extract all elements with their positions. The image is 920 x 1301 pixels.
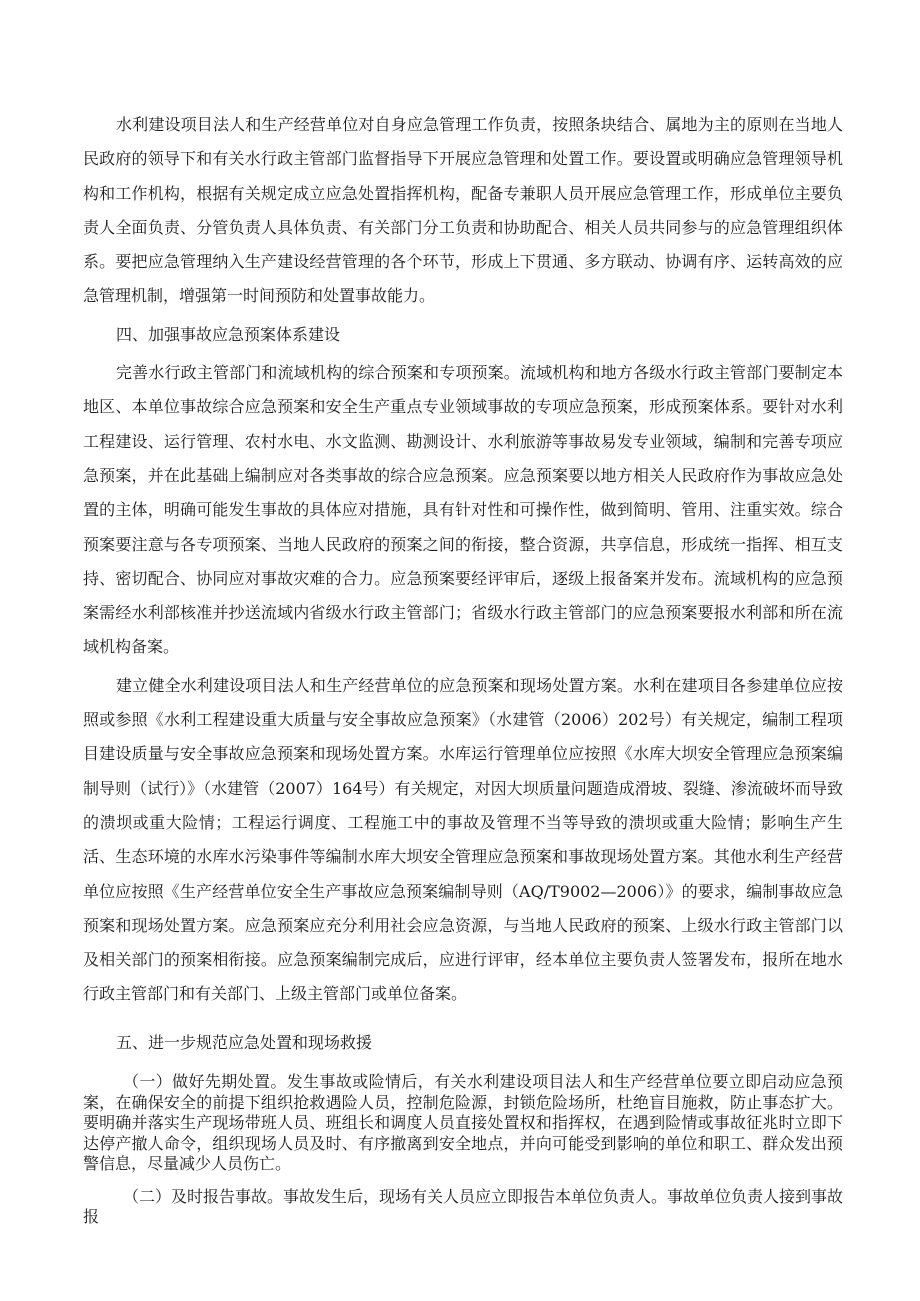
paragraph-plan-system: 完善水行政主管部门和流域机构的综合预案和专项预案。流域机构和地方各级水行政主管部门要制定本地区、本单位事故综合应急预案和安全生产重点专业领域事故的专项应急预案，形成预案体系。要针对水利工程建设、运行管理、农村水电、水文监测、勘测设计、水利旅游等事故易发专业领域，编制和完善专项应急预案，并在此基础上编制应对各类事故的综合应急预案。应急预案要以地方相关人民政府作为事故应急处置的主体，明确可能发生事故的具体应对措施，具有针对性和可操作性，做到简明、管用、注重实效。综合预案要注意与各专项预案、当地人民政府的预案之间的衔接，整合资源，共享信息，形成统一指挥、相互支持、密切配合、协同应对事故灾难的合力。应急预案要经评审后，逐级上报备案并发布。流域机构的应急预案需经水利部核准并抄送流域内省级水行政主管部门；省级水行政主管部门的应急预案要报水利部和所在流域机构备案。 <box>83 363 843 657</box>
paragraph-initial-disposal: （一）做好先期处置。发生事故或险情后，有关水利建设项目法人和生产经营单位要立即启动应急预案，在确保安全的前提下组织抢救遇险人员，控制危险源，封锁危险场所，杜绝盲目施救，防止事态扩大。要明确并落实生产现场带班人员、班组长和调度人员直接处置权和指挥权，在遇到险情或事故征兆时立即下达停产撤人命令，组织现场人员及时、有序撤离到安全地点，并向可能受到影响的单位和职工、群众发出预警信息，尽量减少人员伤亡。 <box>83 1072 843 1174</box>
paragraph-site-disposal-plans: 建立健全水利建设项目法人和生产经营单位的应急预案和现场处置方案。水利在建项目各参建单位应按照或参照《水利工程建设重大质量与安全事故应急预案》（水建管（2006）202号）有关规定，编制工程项目建设质量与安全事故应急预案和现场处置方案。水库运行管理单位应按照《水库大坝安全管理应急预案编制导则（试行）》（水建管（2007）164号）有关规定，对因大坝质量问题造成滑坡、裂缝、渗流破坏而导致的溃坝或重大险情；工程运行调度、工程施工中的事故及管理不当等导致的溃坝或重大险情；影响生产生活、生态环境的水库水污染事件等编制水库大坝安全管理应急预案和事故现场处置方案。其他水利生产经营单位应按照《生产经营单位安全生产事故应急预案编制导则（AQ/T9002—2006）》的要求，编制事故应急预案和现场处置方案。应急预案应充分利用社会应急资源，与当地人民政府的预案、上级水行政主管部门以及相关部门的预案相衔接。应急预案编制完成后，应进行评审，经本单位主要负责人签署发布，报所在地水行政主管部门和有关部门、上级主管部门或单位备案。 <box>83 675 843 1004</box>
section-heading-five: 五、进一步规范应急处置和现场救援 <box>116 1032 373 1052</box>
document-body <box>83 108 843 1228</box>
paragraph-timely-report: （二）及时报告事故。事故发生后，现场有关人员应立即报告本单位负责人。事故单位负责人接到事故报 <box>83 1186 844 1227</box>
section-heading-four: 四、加强事故应急预案体系建设 <box>116 324 341 344</box>
paragraph-emergency-responsibility: 水利建设项目法人和生产经营单位对自身应急管理工作负责，按照条块结合、属地为主的原则在当地人民政府的领导下和有关水行政主管部门监督指导下开展应急管理和处置工作。要设置或明确应急管理领导机构和工作机构，根据有关规定成立应急处置指挥机构，配备专兼职人员开展应急管理工作，形成单位主要负责人全面负责、分管负责人具体负责、有关部门分工负责和协助配合、相关人员共同参与的应急管理组织体系。要把应急管理纳入生产建设经营管理的各个环节，形成上下贯通、多方联动、协调有序、运转高效的应急管理机制，增强第一时间预防和处置事故能力。 <box>83 115 843 306</box>
